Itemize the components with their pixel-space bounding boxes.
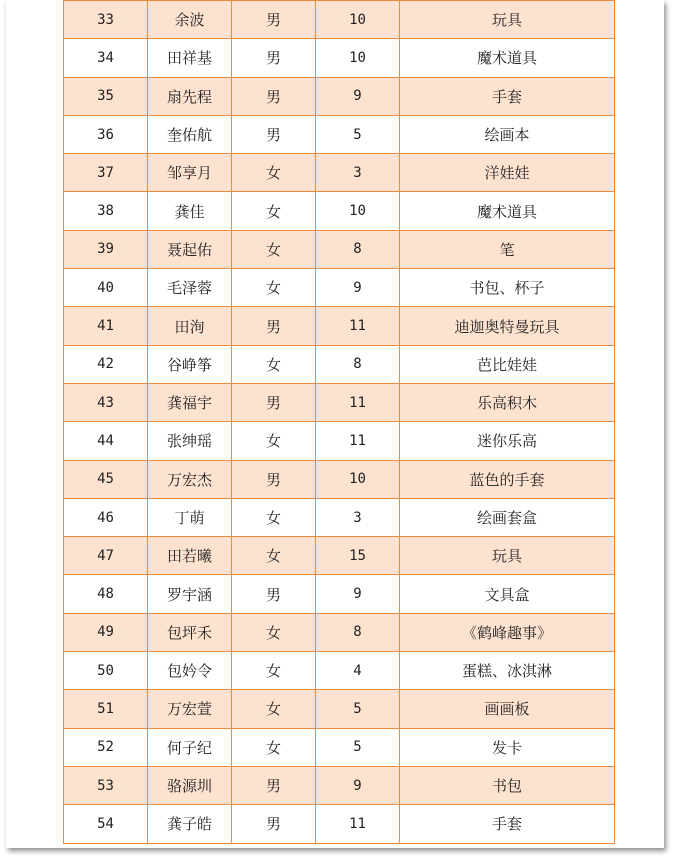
table-row	[64, 77, 615, 115]
age-cell: 8	[316, 230, 400, 268]
wish-cell: 玩具	[400, 1, 615, 39]
table-row	[64, 230, 615, 268]
table-row	[64, 766, 615, 804]
child-name-cell: 聂起佑	[148, 230, 232, 268]
table-row	[64, 422, 615, 460]
table-row	[64, 728, 615, 766]
age-cell: 11	[316, 383, 400, 421]
age-cell: 3	[316, 498, 400, 536]
child-name-cell: 万宏萱	[148, 690, 232, 728]
gender-cell: 男	[232, 575, 316, 613]
row-number-cell: 46	[64, 498, 148, 536]
age-cell: 10	[316, 192, 400, 230]
child-name-cell: 田若曦	[148, 537, 232, 575]
gender-cell: 男	[232, 115, 316, 153]
table-row	[64, 115, 615, 153]
child-name-cell: 张绅瑶	[148, 422, 232, 460]
row-number-cell: 38	[64, 192, 148, 230]
age-cell: 5	[316, 728, 400, 766]
gender-cell: 女	[232, 537, 316, 575]
wish-cell: 书包、杯子	[400, 269, 615, 307]
gender-cell: 男	[232, 1, 316, 39]
child-name-cell: 万宏杰	[148, 460, 232, 498]
gender-cell: 女	[232, 613, 316, 651]
table-row	[64, 154, 615, 192]
age-cell: 8	[316, 345, 400, 383]
table-row	[64, 690, 615, 728]
table-row	[64, 498, 615, 536]
wish-cell: 《鹤峰趣事》	[400, 613, 615, 651]
child-name-cell: 骆源圳	[148, 766, 232, 804]
wish-cell: 玩具	[400, 537, 615, 575]
table-row	[64, 1, 615, 39]
row-number-cell: 43	[64, 383, 148, 421]
gender-cell: 女	[232, 690, 316, 728]
gender-cell: 女	[232, 230, 316, 268]
row-number-cell: 37	[64, 154, 148, 192]
gender-cell: 男	[232, 77, 316, 115]
age-cell: 9	[316, 269, 400, 307]
table-row	[64, 575, 615, 613]
document-page	[6, 0, 664, 848]
child-name-cell: 谷峥筝	[148, 345, 232, 383]
child-name-cell: 邹享月	[148, 154, 232, 192]
gender-cell: 女	[232, 422, 316, 460]
age-cell: 9	[316, 77, 400, 115]
row-number-cell: 51	[64, 690, 148, 728]
gender-cell: 女	[232, 154, 316, 192]
wish-cell: 画画板	[400, 690, 615, 728]
wish-cell: 迷你乐高	[400, 422, 615, 460]
age-cell: 10	[316, 39, 400, 77]
row-number-cell: 47	[64, 537, 148, 575]
row-number-cell: 40	[64, 269, 148, 307]
row-number-cell: 52	[64, 728, 148, 766]
age-cell: 10	[316, 460, 400, 498]
child-name-cell: 龚福宇	[148, 383, 232, 421]
table-row	[64, 383, 615, 421]
row-number-cell: 44	[64, 422, 148, 460]
child-name-cell: 龚子皓	[148, 805, 232, 843]
wish-cell: 洋娃娃	[400, 154, 615, 192]
age-cell: 4	[316, 652, 400, 690]
child-name-cell: 余波	[148, 1, 232, 39]
gender-cell: 男	[232, 460, 316, 498]
age-cell: 3	[316, 154, 400, 192]
gender-cell: 女	[232, 728, 316, 766]
table-row	[64, 613, 615, 651]
wish-cell: 手套	[400, 77, 615, 115]
table-row	[64, 460, 615, 498]
table-row	[64, 39, 615, 77]
gender-cell: 男	[232, 805, 316, 843]
gender-cell: 女	[232, 652, 316, 690]
wish-cell: 芭比娃娃	[400, 345, 615, 383]
row-number-cell: 48	[64, 575, 148, 613]
child-name-cell: 扇先程	[148, 77, 232, 115]
row-number-cell: 35	[64, 77, 148, 115]
wish-cell: 乐高积木	[400, 383, 615, 421]
age-cell: 5	[316, 115, 400, 153]
child-name-cell: 包坪禾	[148, 613, 232, 651]
table-row	[64, 537, 615, 575]
table-row	[64, 192, 615, 230]
row-number-cell: 49	[64, 613, 148, 651]
wish-cell: 迪迦奥特曼玩具	[400, 307, 615, 345]
wish-cell: 蓝色的手套	[400, 460, 615, 498]
child-name-cell: 田洵	[148, 307, 232, 345]
table-body	[64, 1, 615, 844]
child-name-cell: 何子纪	[148, 728, 232, 766]
row-number-cell: 34	[64, 39, 148, 77]
child-name-cell: 包妗令	[148, 652, 232, 690]
gender-cell: 男	[232, 383, 316, 421]
wish-cell: 笔	[400, 230, 615, 268]
age-cell: 5	[316, 690, 400, 728]
child-name-cell: 丁萌	[148, 498, 232, 536]
child-name-cell: 罗宇涵	[148, 575, 232, 613]
age-cell: 8	[316, 613, 400, 651]
row-number-cell: 33	[64, 1, 148, 39]
row-number-cell: 45	[64, 460, 148, 498]
row-number-cell: 50	[64, 652, 148, 690]
child-name-cell: 田祥基	[148, 39, 232, 77]
table-row	[64, 345, 615, 383]
wish-cell: 书包	[400, 766, 615, 804]
wish-cell: 魔术道具	[400, 39, 615, 77]
wish-cell: 绘画套盒	[400, 498, 615, 536]
age-cell: 11	[316, 805, 400, 843]
child-name-cell: 奎佑航	[148, 115, 232, 153]
age-cell: 9	[316, 766, 400, 804]
child-name-cell: 毛泽蓉	[148, 269, 232, 307]
age-cell: 10	[316, 1, 400, 39]
row-number-cell: 39	[64, 230, 148, 268]
child-name-cell: 龚佳	[148, 192, 232, 230]
table-row	[64, 652, 615, 690]
age-cell: 15	[316, 537, 400, 575]
age-cell: 11	[316, 307, 400, 345]
wish-cell: 发卡	[400, 728, 615, 766]
table-row	[64, 307, 615, 345]
wish-cell: 蛋糕、冰淇淋	[400, 652, 615, 690]
gender-cell: 女	[232, 498, 316, 536]
wish-cell: 手套	[400, 805, 615, 843]
gender-cell: 女	[232, 345, 316, 383]
row-number-cell: 42	[64, 345, 148, 383]
row-number-cell: 54	[64, 805, 148, 843]
age-cell: 11	[316, 422, 400, 460]
gender-cell: 男	[232, 307, 316, 345]
wish-cell: 文具盒	[400, 575, 615, 613]
wish-cell: 绘画本	[400, 115, 615, 153]
row-number-cell: 53	[64, 766, 148, 804]
wish-cell: 魔术道具	[400, 192, 615, 230]
gender-cell: 男	[232, 766, 316, 804]
table-row	[64, 805, 615, 843]
wish-list-table	[63, 0, 615, 844]
age-cell: 9	[316, 575, 400, 613]
row-number-cell: 41	[64, 307, 148, 345]
gender-cell: 女	[232, 192, 316, 230]
gender-cell: 男	[232, 39, 316, 77]
gender-cell: 女	[232, 269, 316, 307]
table-row	[64, 269, 615, 307]
row-number-cell: 36	[64, 115, 148, 153]
